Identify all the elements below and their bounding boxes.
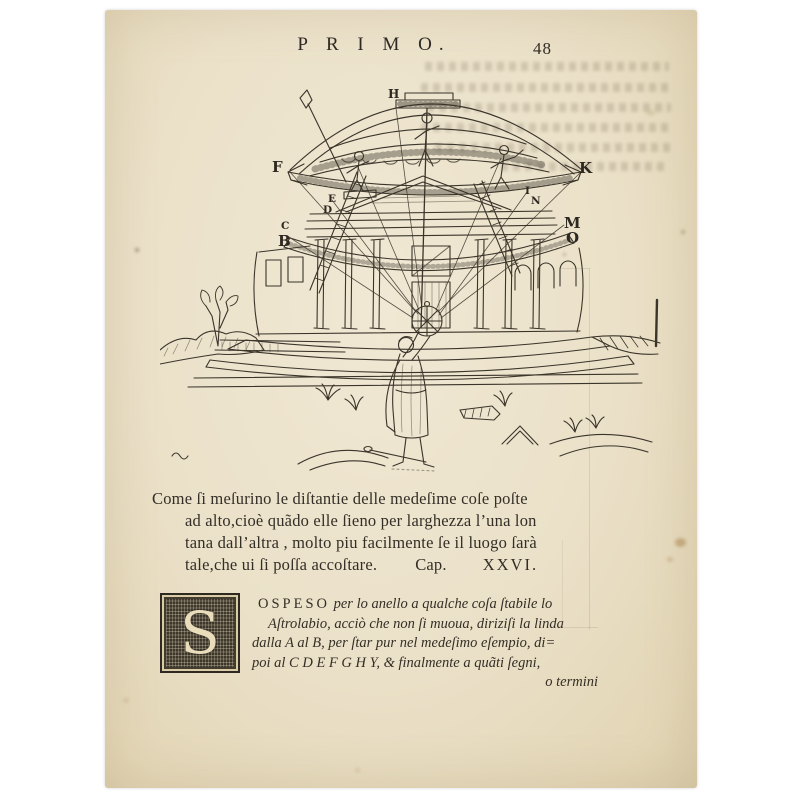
pencil-mark <box>560 268 590 269</box>
upper-cornice <box>288 164 581 195</box>
colonnade <box>314 239 545 329</box>
showthrough-line <box>425 62 669 71</box>
woodcut-label-N: N <box>531 195 541 207</box>
chapter-label: Cap. <box>415 555 447 574</box>
woodcut-label-F: F <box>272 158 283 176</box>
woodcut-label-O: O <box>566 229 580 247</box>
dome <box>290 104 582 176</box>
woodcut-label-H: H <box>388 87 400 101</box>
pencil-mark <box>562 627 598 628</box>
caption-line: ad alto,cioè quãdo elle ſieno per larghezza l’una lon <box>185 511 537 530</box>
foxing-spot <box>667 557 673 562</box>
page-number: 48 <box>533 39 552 58</box>
surveyor-figure <box>386 302 442 472</box>
woodcut-label-I: I <box>525 185 530 197</box>
foxing-spot <box>681 230 685 234</box>
woodcut-label-C: C <box>281 220 290 232</box>
paragraph-line: Aſtrolabio, acciò che non ſi muoua, diriziſi la linda <box>268 615 564 632</box>
woodcut-label-M: M <box>564 214 581 232</box>
foxing-spot <box>135 248 139 252</box>
caption-line <box>152 554 657 576</box>
woodcut-label-D: D <box>323 204 333 216</box>
woodcut-label-E: E <box>328 193 337 205</box>
woodcut-label-B: B <box>278 232 291 250</box>
paragraph-line-rest: per lo anello a qualche coſa ſtabile lo <box>330 596 553 612</box>
pencil-mark <box>589 268 590 630</box>
paragraph-first-word: OSPESO <box>258 596 330 612</box>
initial-letter: S <box>180 599 220 667</box>
caption-line-text: tale,che ui ſi poſſa accoſtare. <box>185 555 378 574</box>
caption-line: Come ſi meſurino le diſtantie delle medeſime coſe poſte <box>152 489 528 508</box>
foxing-spot <box>123 698 129 703</box>
catchword: o termini <box>545 674 598 690</box>
paragraph-line: poi al C D E F G H Y, & finalmente a quãti ſegni, <box>252 654 541 671</box>
paragraph-line <box>252 595 598 615</box>
chapter-number: XXVI. <box>482 555 539 574</box>
paragraph-line: dalla A al B, per ſtar pur nel medeſimo eſempio, di= <box>252 635 556 651</box>
foxing-spot <box>647 110 655 116</box>
pencil-mark <box>562 540 563 628</box>
caption-line: tana dall’altra , molto piu facilmente ſe il luogo ſarà <box>185 533 537 552</box>
woodcut-label-K: K <box>579 159 593 177</box>
running-title: P R I M O. <box>297 34 451 55</box>
chapter-heading <box>152 488 657 576</box>
decorative-initial <box>160 593 240 673</box>
book-page <box>105 10 697 788</box>
foxing-spot <box>355 768 360 772</box>
foxing-spot <box>675 538 686 547</box>
body-paragraph <box>252 595 598 673</box>
foxing-spot <box>563 253 566 256</box>
